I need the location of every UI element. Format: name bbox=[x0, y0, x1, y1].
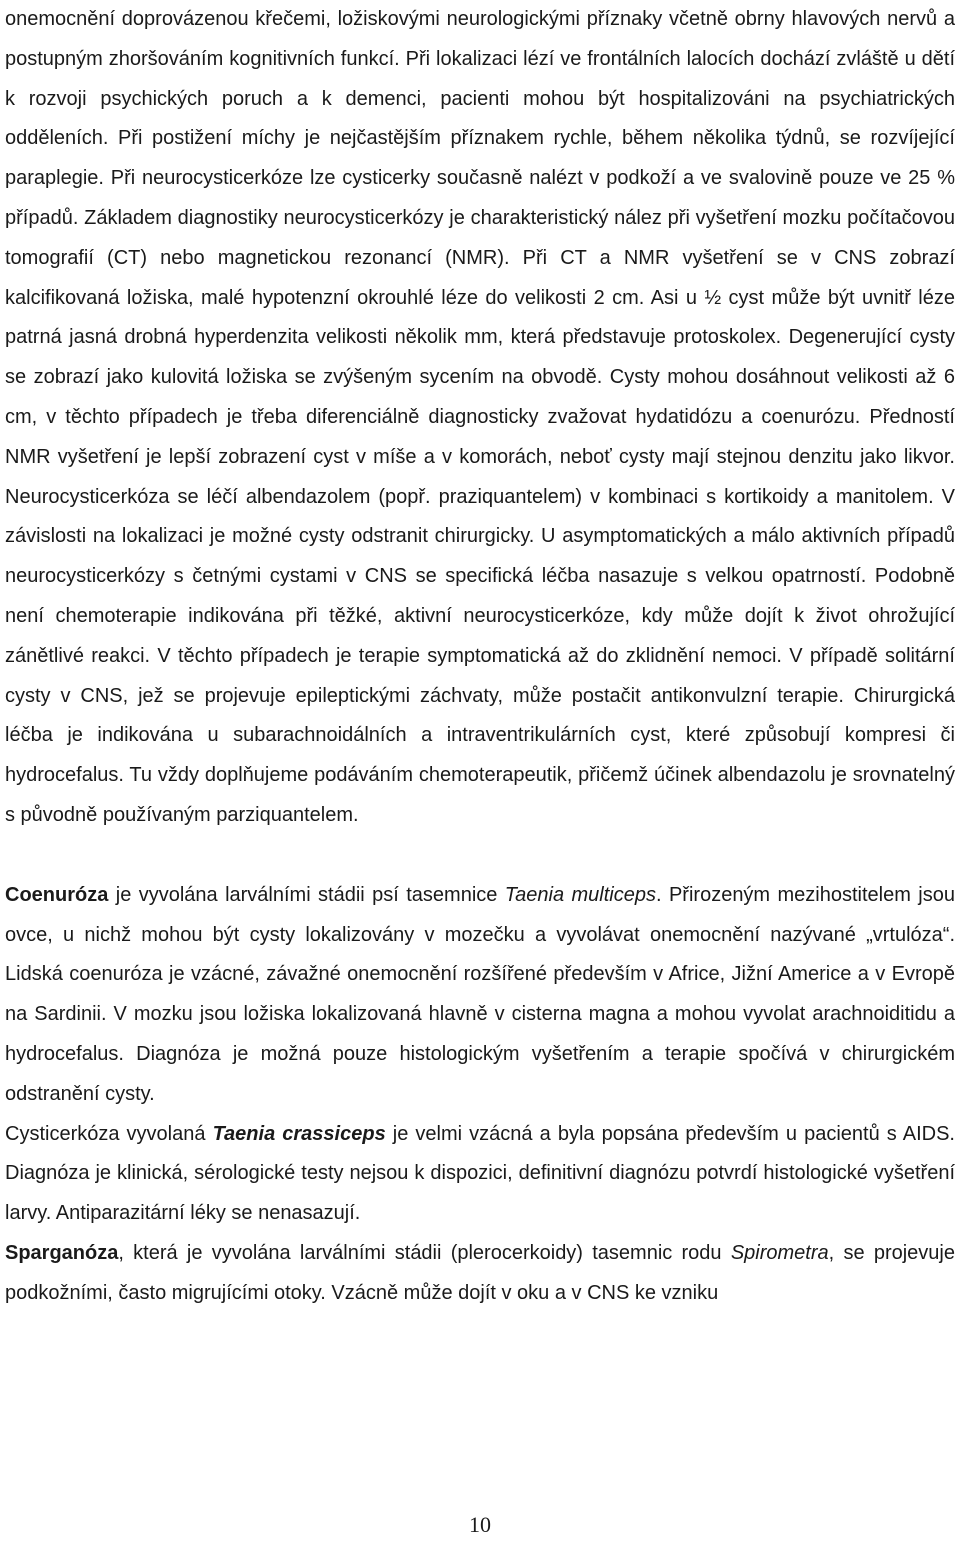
species-taenia-crassiceps: Taenia crassiceps bbox=[212, 1122, 386, 1145]
paragraph-crassiceps-text-b: je velmi vzácná a byla popsána především u pacientů s AIDS. Diagnóza je klinická, sérologické testy nejsou k dispozici, definitivní diagnózu potvrdí histologické vyšetření larvy. Antiparazitární léky se nenasazují. bbox=[5, 1122, 955, 1225]
document-page bbox=[5, 0, 955, 1314]
paragraph-sparganosis-text-a: , která je vyvolána larválními stádii (plerocerkoidy) tasemnic rodu bbox=[118, 1241, 731, 1264]
paragraph-taenia-crassiceps bbox=[5, 1115, 955, 1234]
paragraph-spacer bbox=[5, 836, 955, 876]
paragraph-coenurosis bbox=[5, 876, 955, 1115]
genus-spirometra: Spirometra bbox=[730, 1241, 829, 1264]
term-sparganosis: Sparganóza bbox=[5, 1241, 119, 1264]
paragraph-sparganosis-text-b: , se projevuje podkožními, často migrujícími otoky. Vzácně může dojít v oku a v CNS ke vzniku bbox=[5, 1241, 955, 1304]
paragraph-coenurosis-text-b: . Přirozeným mezihostitelem jsou ovce, u nichž mohou být cysty lokalizovány v mozečku a vyvolávat onemocnění nazývané „vrtulóza“. Lidská coenuróza je vzácné, závažné onemocnění rozšířené především v Africe, Jižní Americe a v Evropě na Sardinii. V mozku jsou ložiska lokalizovaná hlavně v cisterna magna a mohou vyvolat arachnoiditidu a hydrocefalus. Diagnóza je možná pouze histologickým vyšetřením a terapie spočívá v chirurgickém odstranění cysty. bbox=[5, 883, 955, 1105]
paragraph-crassiceps-text-a: Cysticerkóza vyvolaná bbox=[5, 1122, 213, 1145]
paragraph-neurocysticercosis: onemocnění doprovázenou křečemi, ložiskovými neurologickými příznaky včetně obrny hlavových nervů a postupným zhoršováním kognitivních funkcí. Při lokalizaci lézí ve frontálních lalocích dochází zvláště u dětí k rozvoji psychických poruch a k demenci, pacienti mohou být hospitalizováni na psychiatrických odděleních. Při postižení míchy je nejčastějším příznakem rychle, během několika týdnů, se rozvíjející paraplegie. Při neurocysticerkóze lze cysticerky současně nalézt v podkoží a ve svalovině pouze ve 25 % případů. Základem diagnostiky neurocysticerkózy je charakteristický nález při vyšetření mozku počítačovou tomografií (CT) nebo magnetickou rezonancí (NMR). Při CT a NMR vyšetření se v CNS zobrazí kalcifikovaná ložiska, malé hypotenzní okrouhlé léze do velikosti 2 cm. Asi u ½ cyst může být uvnitř léze patrná jasná drobná hyperdenzita velikosti několik mm, která představuje protoskolex. Degenerující cysty se zobrazí jako kulovitá ložiska se zvýšeným sycením na obvodě. Cysty mohou dosáhnout velikosti až 6 cm, v těchto případech je třeba diferenciálně diagnosticky zvažovat hydatidózu a coenurózu. Předností NMR vyšetření je lepší zobrazení cyst v míše a v komorách, neboť cysty mají stejnou denzitu jako likvor. Neurocysticerkóza se léčí albendazolem (popř. praziquantelem) v kombinaci s kortikoidy a manitolem. V závislosti na lokalizaci je možné cysty odstranit chirurgicky. U asymptomatických a málo aktivních případů neurocysticerkózy s četnými cystami v CNS se specifická léčba nasazuje s velkou opatrností. Podobně není chemoterapie indikována při těžké, aktivní neurocysticerkóze, kdy může dojít k život ohrožující zánětlivé reakci. V těchto případech je terapie symptomatická až do zklidnění nemoci. V případě solitární cysty v CNS, jež se projevuje epileptickými záchvaty, může postačit antikonvulzní terapie. Chirurgická léčba je indikována u subarachnoidálních a intraventrikulárních cyst, které způsobují kompresi či hydrocefalus. Tu vždy doplňujeme podáváním chemoterapeutik, přičemž účinek albendazolu je srovnatelný s původně používaným parziquantelem. bbox=[5, 8, 955, 826]
term-coenurosis: Coenuróza bbox=[5, 883, 109, 906]
paragraph-coenurosis-text-a: je vyvolána larválními stádii psí tasemnice bbox=[108, 883, 505, 906]
page-number: 10 bbox=[469, 1512, 491, 1537]
species-taenia-multiceps: Taenia multiceps bbox=[504, 883, 656, 906]
paragraph-sparganosis bbox=[5, 1234, 955, 1314]
